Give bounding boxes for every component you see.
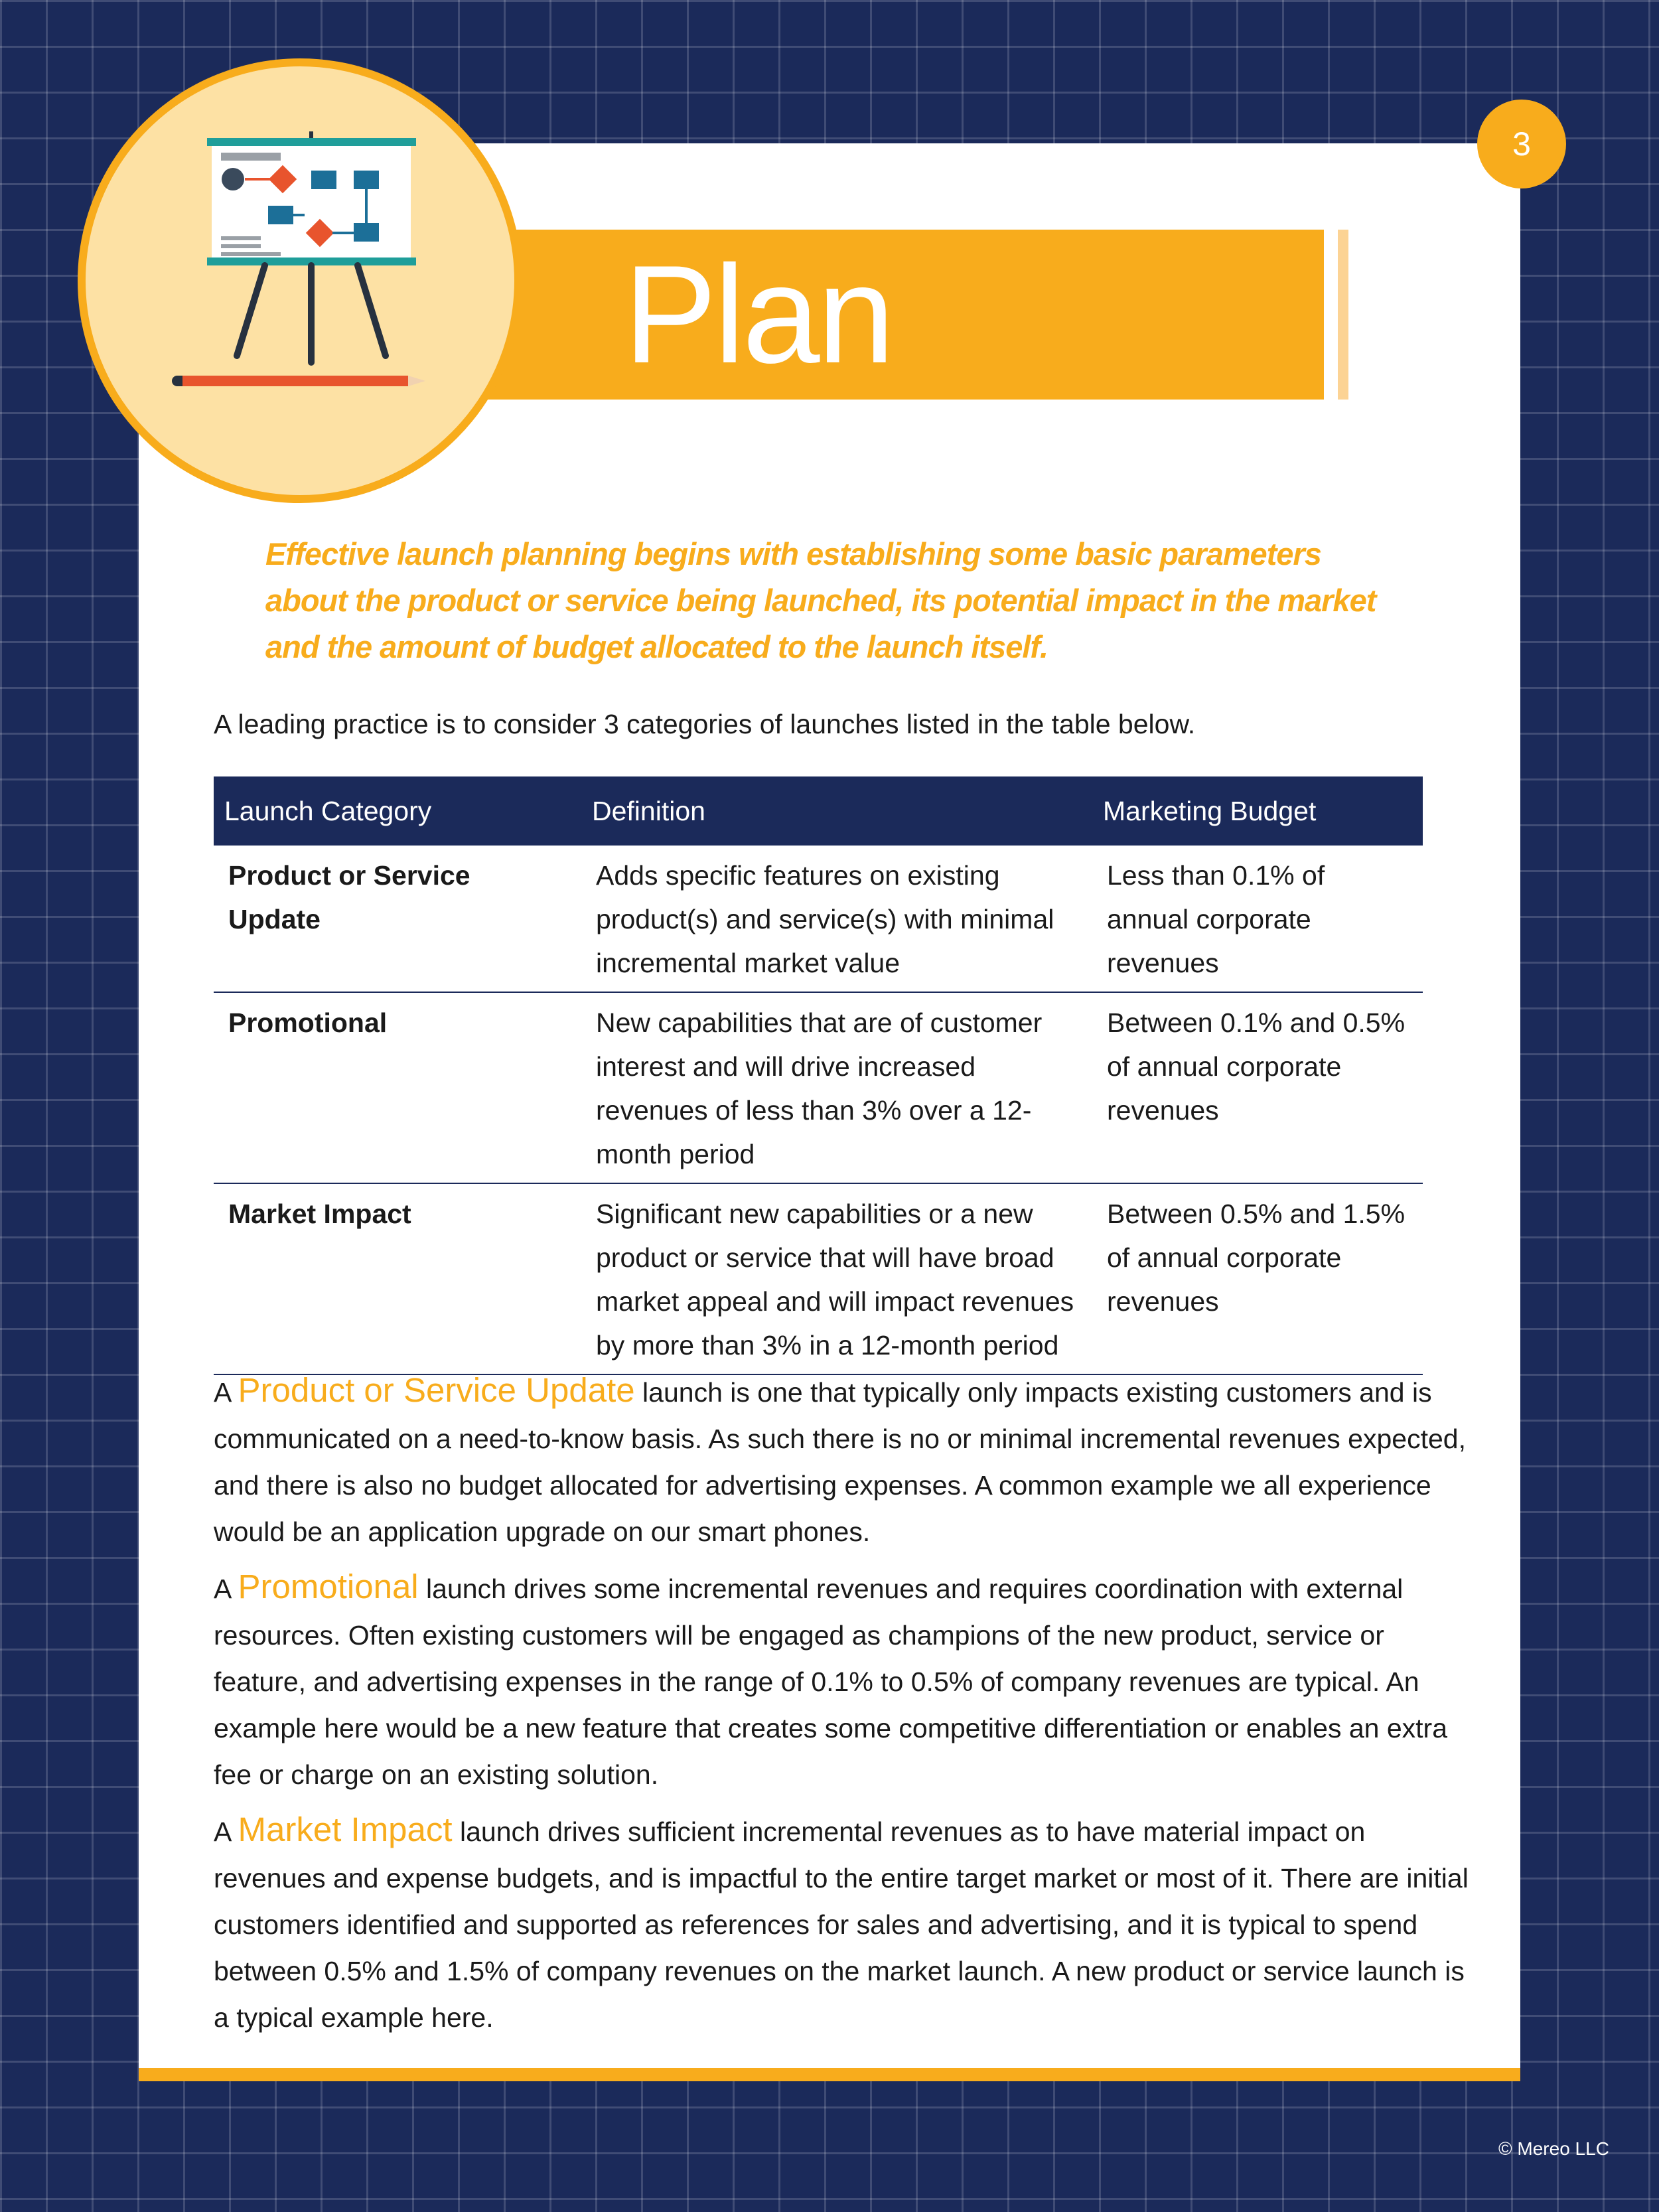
table-row — [214, 846, 1423, 992]
page-number-badge: 3 — [1477, 100, 1566, 188]
budget-cell: Less than 0.1% of annual corporate revenues — [1092, 846, 1423, 992]
definition-cell: New capabilities that are of customer interest and will drive increased revenues of less than 3% over a 12-month period — [581, 992, 1092, 1183]
title-banner-accent — [1338, 230, 1348, 400]
budget-cell: Between 0.1% and 0.5% of annual corporate revenues — [1092, 992, 1423, 1183]
presentation-easel-icon — [78, 58, 522, 503]
paragraph-prefix: A — [214, 1377, 231, 1408]
budget-cell: Between 0.5% and 1.5% of annual corporate revenues — [1092, 1183, 1423, 1374]
copyright-text: © Mereo LLC — [1498, 2138, 1609, 2159]
paragraph-product-update — [214, 1367, 1475, 1555]
launch-category-table — [214, 776, 1423, 1375]
title-banner — [465, 230, 1324, 400]
lead-text: A leading practice is to consider 3 categories of launches listed in the table below. — [214, 709, 1196, 739]
table-row — [214, 992, 1423, 1183]
definition-cell: Adds specific features on existing product(s) and service(s) with minimal incremental market value — [581, 846, 1092, 992]
table-row — [214, 1183, 1423, 1374]
paragraph-prefix: A — [214, 1816, 231, 1847]
column-header: Marketing Budget — [1092, 776, 1423, 846]
highlight-term: Promotional — [238, 1568, 419, 1605]
category-cell: Promotional — [214, 992, 581, 1183]
paragraph-prefix: A — [214, 1574, 231, 1604]
table-header-row — [214, 776, 1423, 846]
category-cell: Market Impact — [214, 1183, 581, 1374]
paragraph-market-impact — [214, 1806, 1475, 2041]
highlight-term: Product or Service Update — [238, 1371, 635, 1409]
paragraph-body: launch is one that typically only impacts existing customers and is communicated on a need-to-know basis. As such there is no or minimal incremental revenues expected, and there is also no budget allocated for advertising expenses. A common example we all experience would be an application upgrade on our smart phones. — [214, 1377, 1466, 1547]
page-title: Plan — [624, 236, 893, 392]
highlight-term: Market Impact — [238, 1810, 453, 1848]
column-header: Definition — [581, 776, 1092, 846]
column-header: Launch Category — [214, 776, 581, 846]
paragraph-promotional — [214, 1564, 1475, 1798]
intro-text: Effective launch planning begins with establishing some basic parameters about the product or service being launched, its potential impact in the market and the amount of budget allocated to the launch itself. — [265, 536, 1376, 664]
paragraph-body: launch drives sufficient incremental revenues as to have material impact on revenues and expense budgets, and is impactful to the entire target market or most of it. There are initial customers identified and supported as references for sales and advertising, and it is typical to spend between 0.5% and 1.5% of company revenues on the market launch. A new product or service launch is a typical example here. — [214, 1816, 1469, 2033]
definition-cell: Significant new capabilities or a new product or service that will have broad market appeal and will impact revenues by more than 3% in a 12-month period — [581, 1183, 1092, 1374]
paragraph-body: launch drives some incremental revenues and requires coordination with external resources. Often existing customers will be engaged as champions of the new product, service or feature, and advertising expenses in the range of 0.1% to 0.5% of company revenues are typical. An example here would be a new feature that creates some competitive differentiation or enables an extra fee or charge on an existing solution. — [214, 1574, 1447, 1790]
category-cell: Product or Service Update — [214, 846, 581, 992]
